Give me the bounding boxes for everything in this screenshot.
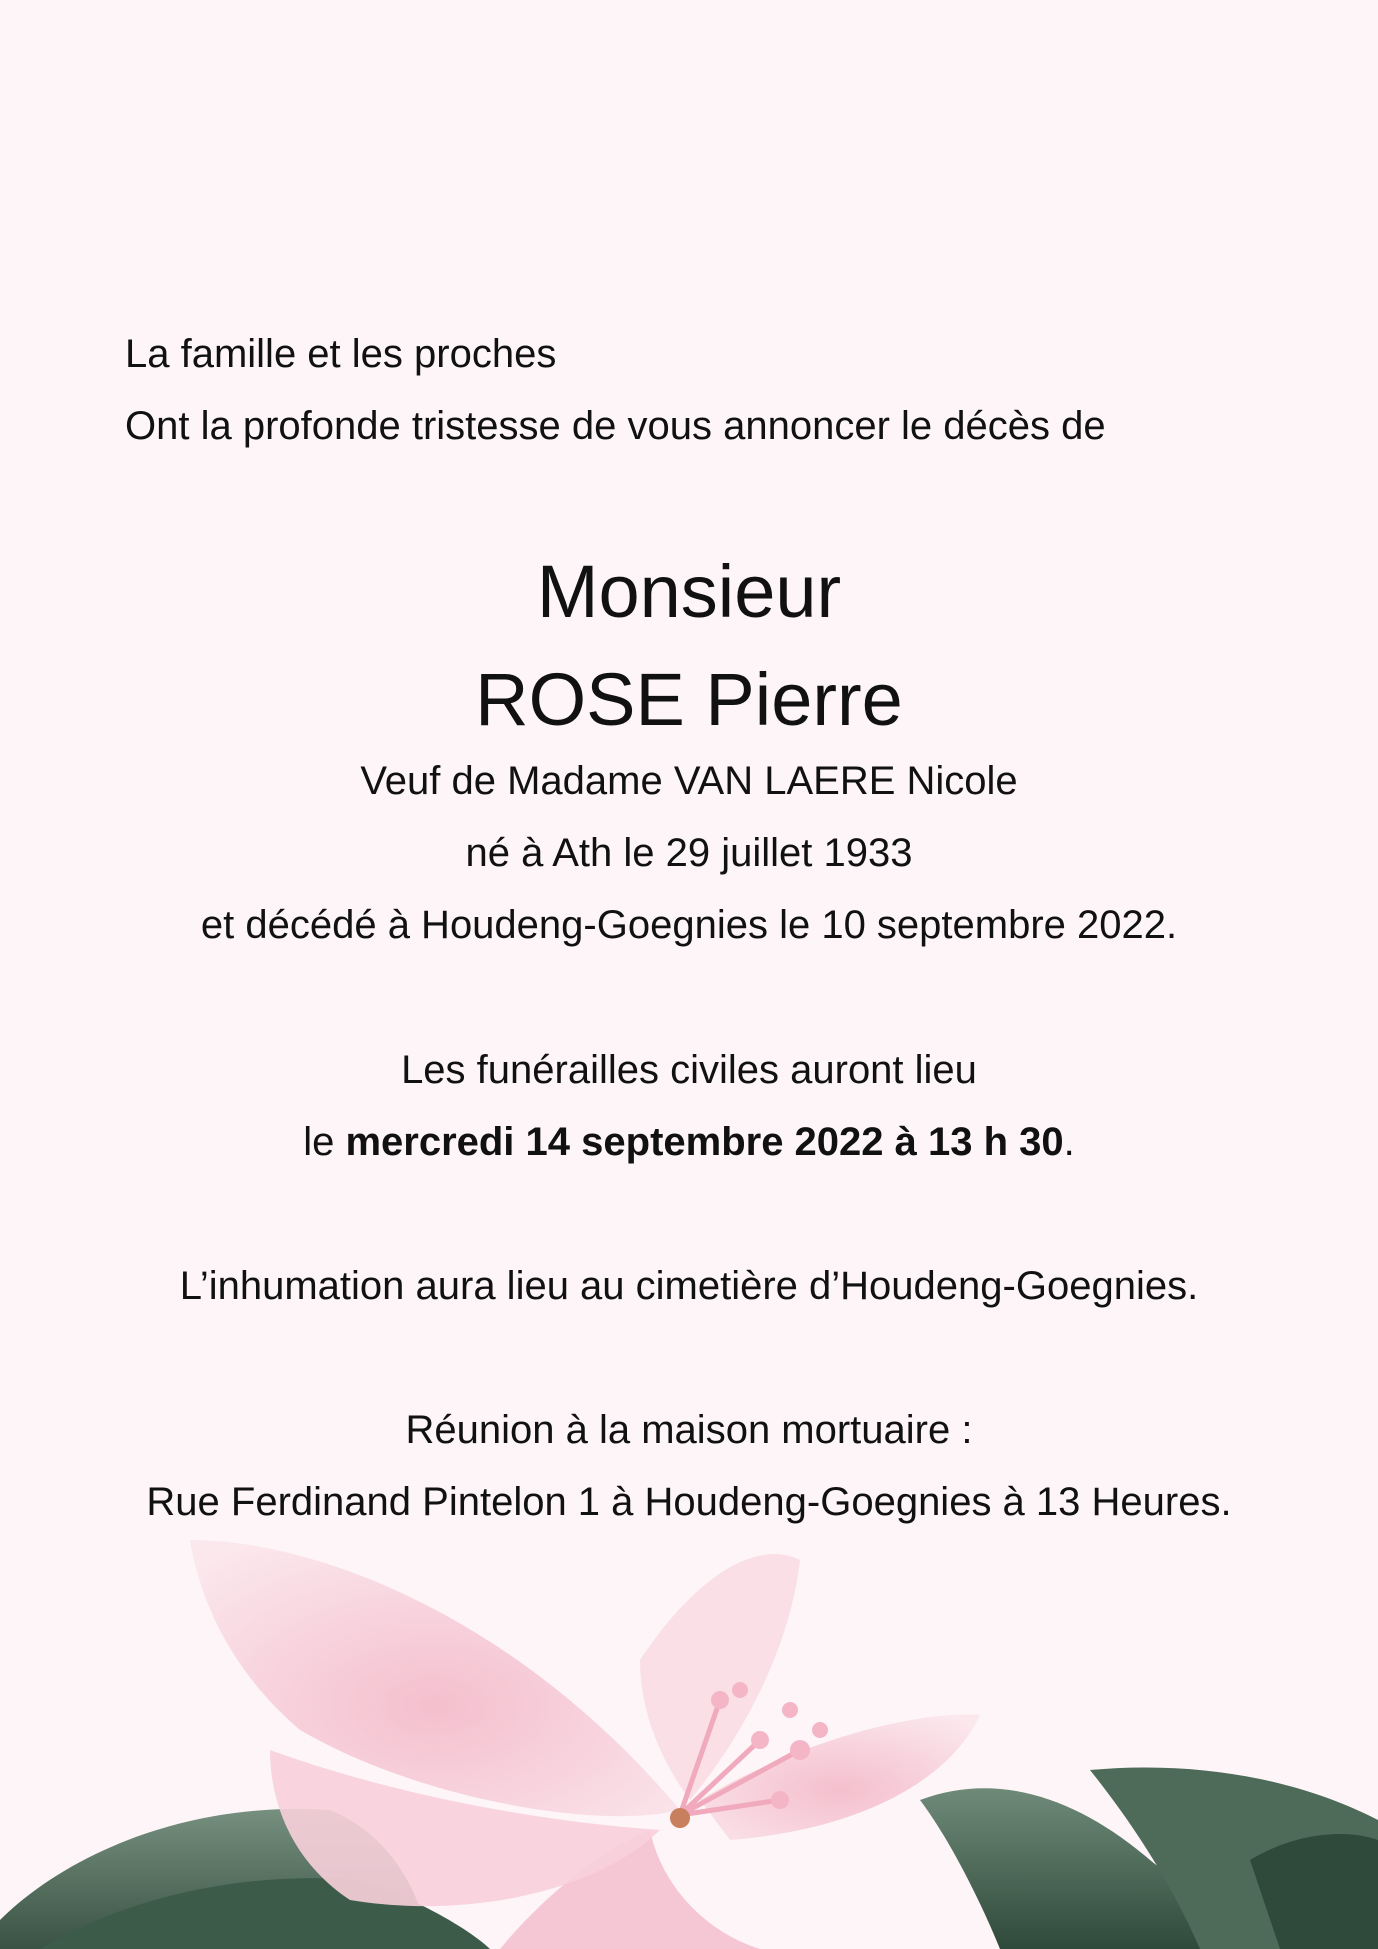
- deceased-details: [0, 745, 1378, 961]
- deceased-title: Monsieur: [536, 550, 842, 633]
- intro-text: [125, 318, 1106, 462]
- deceased-name: ROSE Pierre: [475, 658, 903, 741]
- death-line: et décédé à Houdeng-Goegnies le 10 septembre 2022.: [200, 903, 1178, 947]
- spouse-line: Veuf de Madame VAN LAERE Nicole: [360, 759, 1018, 803]
- meeting-line: Réunion à la maison mortuaire :: [405, 1408, 973, 1452]
- burial-info: [0, 1250, 1378, 1322]
- intro-line-announcement: Ont la profonde tristesse de vous annoncer le décès de: [125, 404, 1106, 448]
- petal-upper-left: [190, 1540, 680, 1816]
- funeral-date-prefix: le: [303, 1120, 346, 1164]
- funeral-info: [0, 1034, 1378, 1178]
- pink-flower-illustration: [0, 1500, 1378, 1949]
- intro-line-family: La famille et les proches: [125, 332, 557, 376]
- funeral-datetime: mercredi 14 septembre 2022 à 13 h 30: [345, 1120, 1064, 1164]
- meeting-address: Rue Ferdinand Pintelon 1 à Houdeng-Goegnies à 13 Heures.: [146, 1480, 1232, 1524]
- funeral-date-line: [0, 1106, 1378, 1178]
- flower-center: [670, 1808, 690, 1828]
- burial-line: L’inhumation aura lieu au cimetière d’Houdeng-Goegnies.: [179, 1264, 1199, 1308]
- birth-line: né à Ath le 29 juillet 1933: [465, 831, 913, 875]
- deceased-heading: [0, 538, 1378, 754]
- funeral-date-suffix: .: [1063, 1120, 1075, 1164]
- funeral-line: Les funérailles civiles auront lieu: [401, 1048, 977, 1092]
